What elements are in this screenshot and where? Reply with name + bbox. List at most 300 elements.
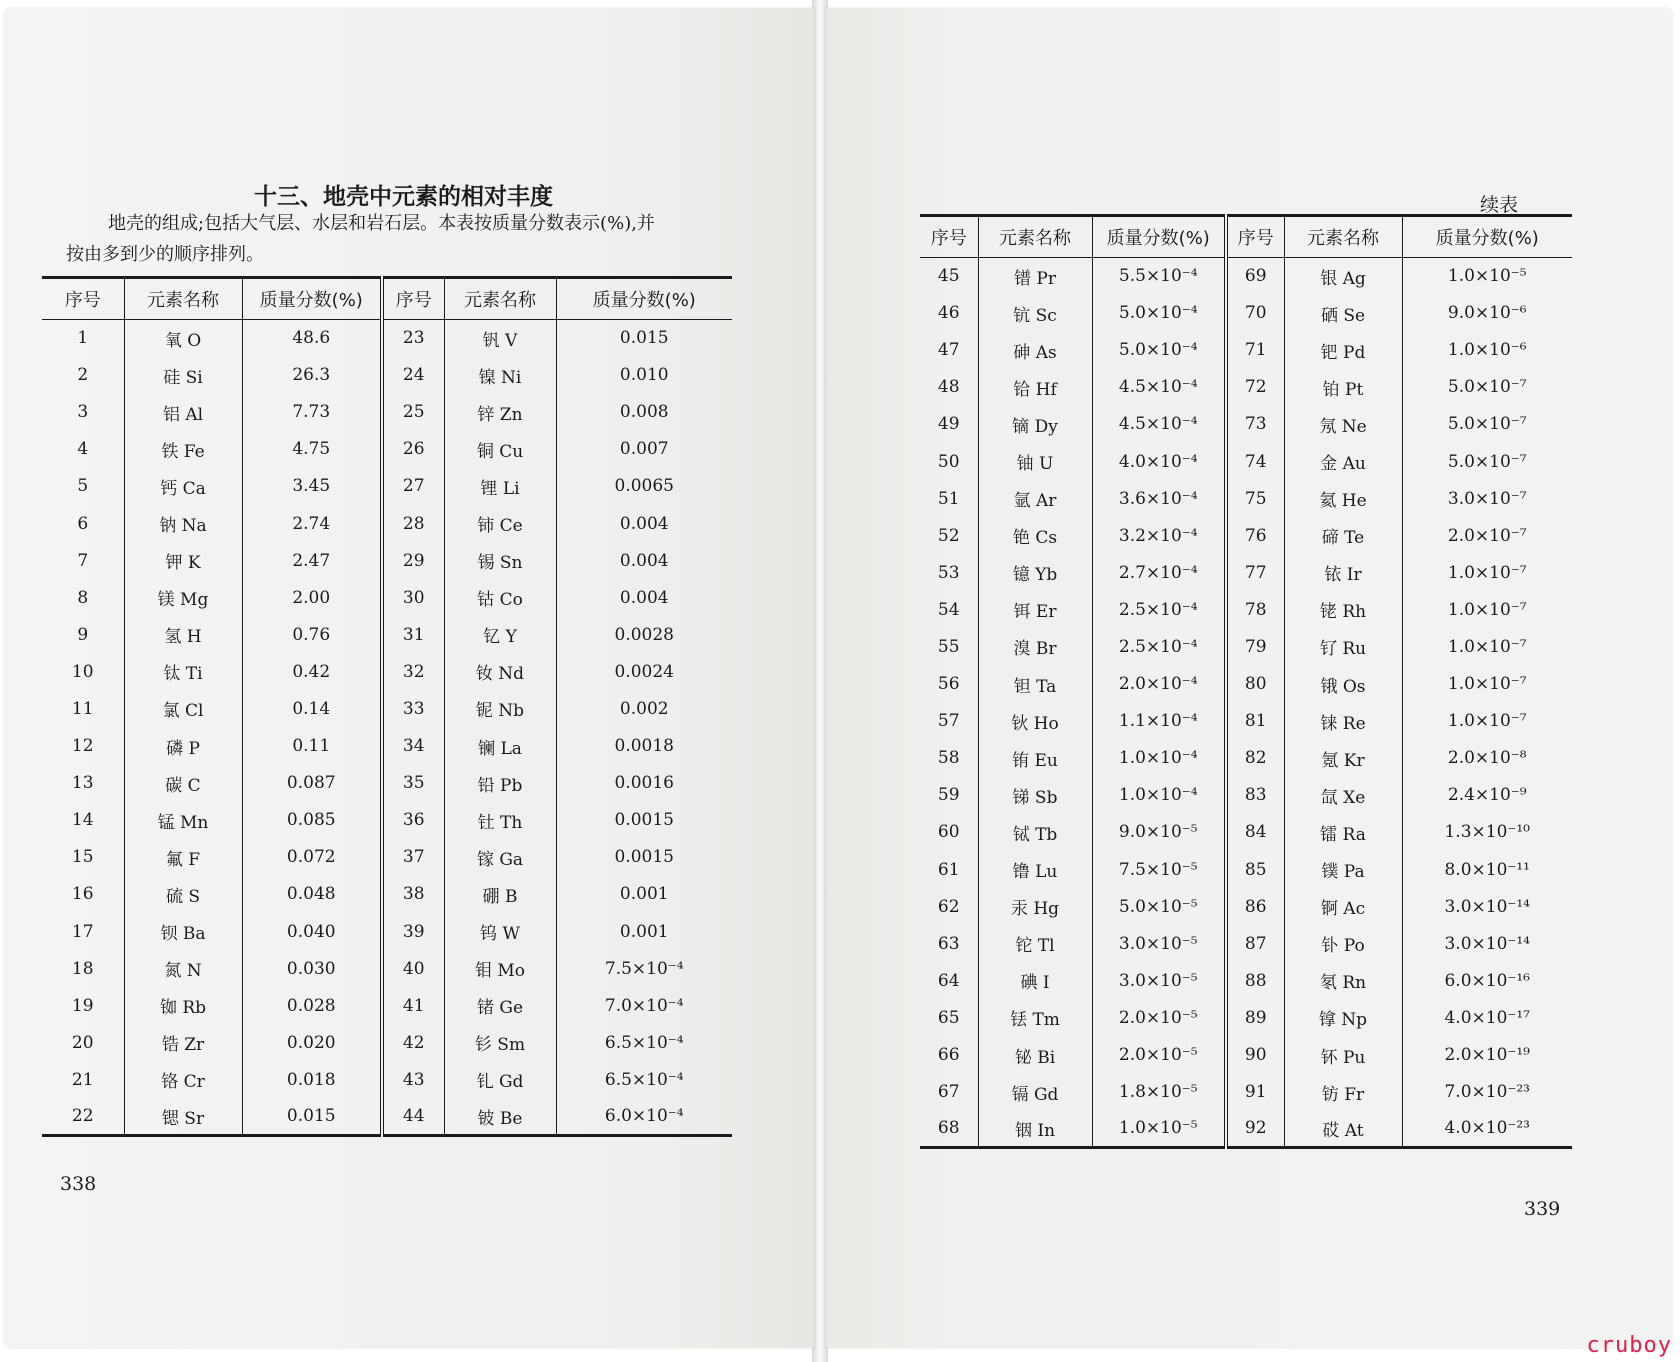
element-name-cell: 铒 Er (978, 591, 1092, 628)
mass-fraction-cell: 2.7×10⁻⁴ (1092, 554, 1226, 591)
index-cell: 43 (382, 1061, 444, 1098)
index-cell: 61 (920, 851, 978, 888)
table-row (42, 579, 732, 616)
index-cell: 51 (920, 480, 978, 517)
element-name-cell: 钐 Sm (444, 1024, 556, 1061)
index-cell: 41 (382, 987, 444, 1024)
table-row (920, 666, 1572, 703)
abundance-table-left (42, 276, 732, 1137)
element-name-cell: 铁 Fe (124, 431, 242, 468)
index-cell: 29 (382, 542, 444, 579)
mass-fraction-cell: 2.0×10⁻⁴ (1092, 666, 1226, 703)
table-header-row (920, 216, 1572, 258)
index-cell: 3 (42, 394, 124, 431)
table-row (42, 320, 732, 357)
index-cell: 38 (382, 876, 444, 913)
element-name-cell: 硒 Se (1284, 295, 1402, 332)
element-name-cell: 铍 Be (444, 1098, 556, 1135)
element-name-cell: 砹 At (1284, 1111, 1402, 1148)
mass-fraction-cell: 2.0×10⁻⁵ (1092, 1036, 1226, 1073)
mass-fraction-cell: 1.0×10⁻⁴ (1092, 777, 1226, 814)
table-row (920, 628, 1572, 665)
element-name-cell: 氡 Rn (1284, 962, 1402, 999)
element-name-cell: 钾 K (124, 542, 242, 579)
index-cell: 36 (382, 802, 444, 839)
index-cell: 72 (1226, 369, 1284, 406)
index-cell: 35 (382, 765, 444, 802)
mass-fraction-cell: 2.74 (242, 505, 382, 542)
mass-fraction-cell: 2.00 (242, 579, 382, 616)
mass-fraction-cell: 4.0×10⁻⁴ (1092, 443, 1226, 480)
element-name-cell: 钍 Th (444, 802, 556, 839)
index-cell: 8 (42, 579, 124, 616)
element-name-cell: 钕 Nd (444, 653, 556, 690)
mass-fraction-cell: 0.0015 (614, 810, 674, 831)
index-cell: 58 (920, 740, 978, 777)
index-cell: 67 (920, 1074, 978, 1111)
index-cell: 12 (42, 728, 124, 765)
mass-fraction-cell: 5.5×10⁻⁴ (1092, 258, 1226, 295)
table-row (920, 443, 1572, 480)
mass-fraction-cell: 26.3 (242, 357, 382, 394)
index-cell: 40 (382, 950, 444, 987)
element-name-cell: 钫 Fr (1284, 1074, 1402, 1111)
table-row (42, 728, 732, 765)
element-name-cell: 镨 Pr (978, 258, 1092, 295)
mass-fraction-cell: 0.004 (619, 550, 669, 571)
mass-fraction-cell: 0.008 (619, 402, 669, 423)
table-row (920, 1036, 1572, 1073)
index-cell: 90 (1226, 1036, 1284, 1073)
index-cell: 45 (920, 258, 978, 295)
index-cell: 24 (382, 357, 444, 394)
index-cell: 10 (42, 653, 124, 690)
index-cell: 74 (1226, 443, 1284, 480)
index-cell: 7 (42, 542, 124, 579)
table-row (920, 406, 1572, 443)
table-row (920, 1111, 1572, 1148)
table-row (920, 962, 1572, 999)
element-name-cell: 磷 P (124, 728, 242, 765)
table-row (920, 554, 1572, 591)
mass-fraction-cell: 1.0×10⁻⁶ (1447, 340, 1527, 361)
element-name-cell: 铌 Nb (444, 690, 556, 727)
element-name-cell: 铋 Bi (978, 1036, 1092, 1073)
element-name-cell: 氢 H (124, 616, 242, 653)
intro-paragraph (66, 208, 746, 270)
element-name-cell: 铥 Tm (978, 999, 1092, 1036)
element-name-cell: 镓 Ga (444, 839, 556, 876)
index-cell: 84 (1226, 814, 1284, 851)
table-row (42, 653, 732, 690)
header-element: 元素名称 (978, 216, 1092, 258)
element-name-cell: 钡 Ba (124, 913, 242, 950)
mass-fraction-cell: 4.0×10⁻²³ (1444, 1118, 1530, 1139)
element-name-cell: 铷 Rb (124, 987, 242, 1024)
index-cell: 80 (1226, 666, 1284, 703)
index-cell: 76 (1226, 517, 1284, 554)
element-name-cell: 铽 Tb (978, 814, 1092, 851)
element-name-cell: 铟 In (978, 1111, 1092, 1148)
index-cell: 30 (382, 579, 444, 616)
index-cell: 17 (42, 913, 124, 950)
continued-label: 续表 (1480, 194, 1519, 216)
element-name-cell: 氟 F (124, 839, 242, 876)
index-cell: 53 (920, 554, 978, 591)
index-cell: 16 (42, 876, 124, 913)
index-cell: 63 (920, 925, 978, 962)
mass-fraction-cell: 4.75 (242, 431, 382, 468)
index-cell: 66 (920, 1036, 978, 1073)
table-row (42, 802, 732, 839)
element-name-cell: 镭 Ra (1284, 814, 1402, 851)
element-name-cell: 铜 Cu (444, 431, 556, 468)
mass-fraction-cell: 4.5×10⁻⁴ (1092, 406, 1226, 443)
element-name-cell: 银 Ag (1284, 258, 1402, 295)
table-row (920, 851, 1572, 888)
element-name-cell: 氙 Xe (1284, 777, 1402, 814)
index-cell: 73 (1226, 406, 1284, 443)
mass-fraction-cell: 9.0×10⁻⁵ (1092, 814, 1226, 851)
header-mass-fraction: 质量分数(%) (556, 278, 732, 320)
mass-fraction-cell: 3.45 (242, 468, 382, 505)
element-name-cell: 金 Au (1284, 443, 1402, 480)
element-name-cell: 钛 Ti (124, 653, 242, 690)
element-name-cell: 镧 La (444, 728, 556, 765)
index-cell: 55 (920, 628, 978, 665)
index-cell: 82 (1226, 740, 1284, 777)
table-row (42, 690, 732, 727)
index-cell: 83 (1226, 777, 1284, 814)
index-cell: 91 (1226, 1074, 1284, 1111)
index-cell: 81 (1226, 703, 1284, 740)
element-name-cell: 铼 Re (1284, 703, 1402, 740)
index-cell: 79 (1226, 628, 1284, 665)
header-mass-fraction: 质量分数(%) (242, 278, 382, 320)
mass-fraction-cell: 5.0×10⁻⁴ (1092, 295, 1226, 332)
element-name-cell: 钇 Y (444, 616, 556, 653)
mass-fraction-cell: 7.0×10⁻²³ (1444, 1082, 1530, 1103)
mass-fraction-cell: 0.11 (242, 728, 382, 765)
mass-fraction-cell: 3.0×10⁻¹⁴ (1444, 896, 1530, 917)
table-row (42, 616, 732, 653)
mass-fraction-cell: 0.0015 (614, 847, 674, 868)
mass-fraction-cell: 3.0×10⁻⁵ (1092, 925, 1226, 962)
table-row (42, 987, 732, 1024)
index-cell: 31 (382, 616, 444, 653)
mass-fraction-cell: 0.087 (242, 765, 382, 802)
table-header-row (42, 278, 732, 320)
index-cell: 2 (42, 357, 124, 394)
index-cell: 25 (382, 394, 444, 431)
mass-fraction-cell: 0.14 (242, 690, 382, 727)
mass-fraction-cell: 6.5×10⁻⁴ (604, 1032, 684, 1053)
index-cell: 60 (920, 814, 978, 851)
index-cell: 26 (382, 431, 444, 468)
table-row (42, 468, 732, 505)
index-cell: 33 (382, 690, 444, 727)
mass-fraction-cell: 6.5×10⁻⁴ (604, 1069, 684, 1090)
element-name-cell: 锇 Os (1284, 666, 1402, 703)
index-cell: 32 (382, 653, 444, 690)
element-name-cell: 碘 I (978, 962, 1092, 999)
mass-fraction-cell: 0.085 (242, 802, 382, 839)
index-cell: 92 (1226, 1111, 1284, 1148)
table-row (42, 394, 732, 431)
element-name-cell: 钠 Na (124, 505, 242, 542)
table-row (42, 765, 732, 802)
mass-fraction-cell: 1.3×10⁻¹⁰ (1444, 822, 1530, 843)
index-cell: 46 (920, 295, 978, 332)
table-row (42, 357, 732, 394)
mass-fraction-cell: 0.030 (242, 950, 382, 987)
element-name-cell: 镉 Gd (978, 1074, 1092, 1111)
index-cell: 1 (42, 320, 124, 357)
table-row (920, 777, 1572, 814)
abundance-table-right (920, 214, 1572, 1149)
mass-fraction-cell: 3.6×10⁻⁴ (1092, 480, 1226, 517)
table-row (920, 814, 1572, 851)
mass-fraction-cell: 0.040 (242, 913, 382, 950)
mass-fraction-cell: 0.001 (619, 921, 669, 942)
element-name-cell: 铪 Hf (978, 369, 1092, 406)
element-name-cell: 硫 S (124, 876, 242, 913)
index-cell: 59 (920, 777, 978, 814)
header-element: 元素名称 (444, 278, 556, 320)
element-name-cell: 氦 He (1284, 480, 1402, 517)
header-mass-fraction: 质量分数(%) (1402, 216, 1572, 258)
mass-fraction-cell: 0.015 (619, 328, 669, 349)
index-cell: 4 (42, 431, 124, 468)
table-row (42, 913, 732, 950)
index-cell: 37 (382, 839, 444, 876)
mass-fraction-cell: 1.0×10⁻⁷ (1447, 562, 1527, 583)
mass-fraction-cell: 0.028 (242, 987, 382, 1024)
index-cell: 5 (42, 468, 124, 505)
header-index: 序号 (42, 278, 124, 320)
index-cell: 62 (920, 888, 978, 925)
index-cell: 6 (42, 505, 124, 542)
mass-fraction-cell: 6.0×10⁻⁴ (604, 1106, 684, 1127)
mass-fraction-cell: 0.0016 (614, 773, 674, 794)
index-cell: 89 (1226, 999, 1284, 1036)
index-cell: 88 (1226, 962, 1284, 999)
mass-fraction-cell: 1.0×10⁻⁷ (1447, 674, 1527, 695)
mass-fraction-cell: 0.007 (619, 439, 669, 460)
index-cell: 14 (42, 802, 124, 839)
element-name-cell: 硅 Si (124, 357, 242, 394)
element-name-cell: 铱 Ir (1284, 554, 1402, 591)
mass-fraction-cell: 0.020 (242, 1024, 382, 1061)
mass-fraction-cell: 5.0×10⁻⁵ (1092, 888, 1226, 925)
element-name-cell: 铕 Eu (978, 740, 1092, 777)
mass-fraction-cell: 0.004 (619, 587, 669, 608)
mass-fraction-cell: 0.0065 (614, 476, 674, 497)
mass-fraction-cell: 3.0×10⁻⁷ (1447, 488, 1527, 509)
index-cell: 49 (920, 406, 978, 443)
element-name-cell: 钴 Co (444, 579, 556, 616)
mass-fraction-cell: 3.2×10⁻⁴ (1092, 517, 1226, 554)
table-row (920, 925, 1572, 962)
table-row (920, 1074, 1572, 1111)
mass-fraction-cell: 0.002 (619, 698, 669, 719)
index-cell: 15 (42, 839, 124, 876)
mass-fraction-cell: 0.0018 (614, 736, 674, 757)
mass-fraction-cell: 1.0×10⁻⁴ (1092, 740, 1226, 777)
mass-fraction-cell: 2.5×10⁻⁴ (1092, 591, 1226, 628)
mass-fraction-cell: 2.0×10⁻⁷ (1447, 525, 1527, 546)
element-name-cell: 镍 Ni (444, 357, 556, 394)
mass-fraction-cell: 0.001 (619, 884, 669, 905)
header-index: 序号 (1226, 216, 1284, 258)
mass-fraction-cell: 0.76 (242, 616, 382, 653)
index-cell: 23 (382, 320, 444, 357)
intro-line-1: 地壳的组成;包括大气层、水层和岩石层。本表按质量分数表示(%),并 (108, 213, 655, 234)
element-name-cell: 镱 Yb (978, 554, 1092, 591)
mass-fraction-cell: 5.0×10⁻⁷ (1447, 377, 1527, 398)
element-name-cell: 钌 Ru (1284, 628, 1402, 665)
index-cell: 44 (382, 1098, 444, 1135)
element-name-cell: 镁 Mg (124, 579, 242, 616)
index-cell: 47 (920, 332, 978, 369)
header-index: 序号 (382, 278, 444, 320)
mass-fraction-cell: 2.5×10⁻⁴ (1092, 628, 1226, 665)
watermark: cruboy (1586, 1333, 1672, 1358)
index-cell: 77 (1226, 554, 1284, 591)
index-cell: 28 (382, 505, 444, 542)
table-row (42, 1098, 732, 1135)
element-name-cell: 钒 V (444, 320, 556, 357)
element-name-cell: 碲 Te (1284, 517, 1402, 554)
element-name-cell: 镝 Dy (978, 406, 1092, 443)
index-cell: 48 (920, 369, 978, 406)
index-cell: 20 (42, 1024, 124, 1061)
element-name-cell: 铬 Cr (124, 1061, 242, 1098)
mass-fraction-cell: 48.6 (242, 320, 382, 357)
element-name-cell: 氮 N (124, 950, 242, 987)
index-cell: 34 (382, 728, 444, 765)
table-row (42, 876, 732, 913)
mass-fraction-cell: 0.0028 (614, 624, 674, 645)
mass-fraction-cell: 0.0024 (614, 661, 674, 682)
mass-fraction-cell: 1.0×10⁻⁷ (1447, 711, 1527, 732)
index-cell: 64 (920, 962, 978, 999)
index-cell: 27 (382, 468, 444, 505)
element-name-cell: 砷 As (978, 332, 1092, 369)
table-row (42, 1024, 732, 1061)
element-name-cell: 锌 Zn (444, 394, 556, 431)
element-name-cell: 镤 Pa (1284, 851, 1402, 888)
table-row (920, 295, 1572, 332)
mass-fraction-cell: 2.47 (242, 542, 382, 579)
mass-fraction-cell: 0.018 (242, 1061, 382, 1098)
mass-fraction-cell: 7.73 (242, 394, 382, 431)
mass-fraction-cell: 1.0×10⁻⁵ (1092, 1111, 1226, 1148)
element-name-cell: 镎 Np (1284, 999, 1402, 1036)
element-name-cell: 铅 Pb (444, 765, 556, 802)
table-row (42, 1061, 732, 1098)
page-number: 339 (1524, 1198, 1561, 1220)
mass-fraction-cell: 2.4×10⁻⁹ (1447, 785, 1527, 806)
mass-fraction-cell: 0.010 (619, 365, 669, 386)
index-cell: 86 (1226, 888, 1284, 925)
table-body (920, 258, 1572, 1148)
element-name-cell: 钽 Ta (978, 666, 1092, 703)
index-cell: 11 (42, 690, 124, 727)
element-name-cell: 铑 Rh (1284, 591, 1402, 628)
element-name-cell: 锑 Sb (978, 777, 1092, 814)
element-name-cell: 锆 Zr (124, 1024, 242, 1061)
element-name-cell: 氧 O (124, 320, 242, 357)
mass-fraction-cell: 1.1×10⁻⁴ (1092, 703, 1226, 740)
index-cell: 54 (920, 591, 978, 628)
mass-fraction-cell: 6.0×10⁻¹⁶ (1444, 970, 1530, 991)
mass-fraction-cell: 2.0×10⁻⁵ (1092, 999, 1226, 1036)
index-cell: 21 (42, 1061, 124, 1098)
table-row (42, 431, 732, 468)
index-cell: 39 (382, 913, 444, 950)
table-row (920, 888, 1572, 925)
element-name-cell: 钋 Po (1284, 925, 1402, 962)
index-cell: 13 (42, 765, 124, 802)
element-name-cell: 锰 Mn (124, 802, 242, 839)
table-row (920, 332, 1572, 369)
element-name-cell: 氯 Cl (124, 690, 242, 727)
table-row (42, 505, 732, 542)
element-name-cell: 钼 Mo (444, 950, 556, 987)
table-row (42, 839, 732, 876)
index-cell: 18 (42, 950, 124, 987)
mass-fraction-cell: 5.0×10⁻⁷ (1447, 414, 1527, 435)
element-name-cell: 铊 Tl (978, 925, 1092, 962)
element-name-cell: 钨 W (444, 913, 556, 950)
element-name-cell: 钪 Sc (978, 295, 1092, 332)
header-mass-fraction: 质量分数(%) (1092, 216, 1226, 258)
index-cell: 22 (42, 1098, 124, 1135)
index-cell: 85 (1226, 851, 1284, 888)
element-name-cell: 铀 U (978, 443, 1092, 480)
mass-fraction-cell: 1.0×10⁻⁷ (1447, 636, 1527, 657)
index-cell: 71 (1226, 332, 1284, 369)
header-element: 元素名称 (124, 278, 242, 320)
mass-fraction-cell: 5.0×10⁻⁴ (1092, 332, 1226, 369)
table-row (920, 703, 1572, 740)
header-element: 元素名称 (1284, 216, 1402, 258)
element-name-cell: 锗 Ge (444, 987, 556, 1024)
mass-fraction-cell: 0.048 (242, 876, 382, 913)
mass-fraction-cell: 3.0×10⁻¹⁴ (1444, 933, 1530, 954)
mass-fraction-cell: 5.0×10⁻⁷ (1447, 451, 1527, 472)
mass-fraction-cell: 1.0×10⁻⁵ (1447, 266, 1527, 287)
mass-fraction-cell: 1.8×10⁻⁵ (1092, 1074, 1226, 1111)
index-cell: 75 (1226, 480, 1284, 517)
table-row (920, 591, 1572, 628)
index-cell: 78 (1226, 591, 1284, 628)
mass-fraction-cell: 1.0×10⁻⁷ (1447, 599, 1527, 620)
element-name-cell: 钯 Pd (1284, 332, 1402, 369)
element-name-cell: 碳 C (124, 765, 242, 802)
index-cell: 50 (920, 443, 978, 480)
header-index: 序号 (920, 216, 978, 258)
element-name-cell: 钚 Pu (1284, 1036, 1402, 1073)
element-name-cell: 硼 B (444, 876, 556, 913)
mass-fraction-cell: 2.0×10⁻⁸ (1447, 748, 1527, 769)
index-cell: 69 (1226, 258, 1284, 295)
intro-line-2: 按由多到少的顺序排列。 (66, 244, 264, 265)
section-title: 十三、地壳中元素的相对丰度 (254, 184, 553, 210)
mass-fraction-cell: 2.0×10⁻¹⁹ (1444, 1045, 1530, 1066)
table-row (42, 950, 732, 987)
